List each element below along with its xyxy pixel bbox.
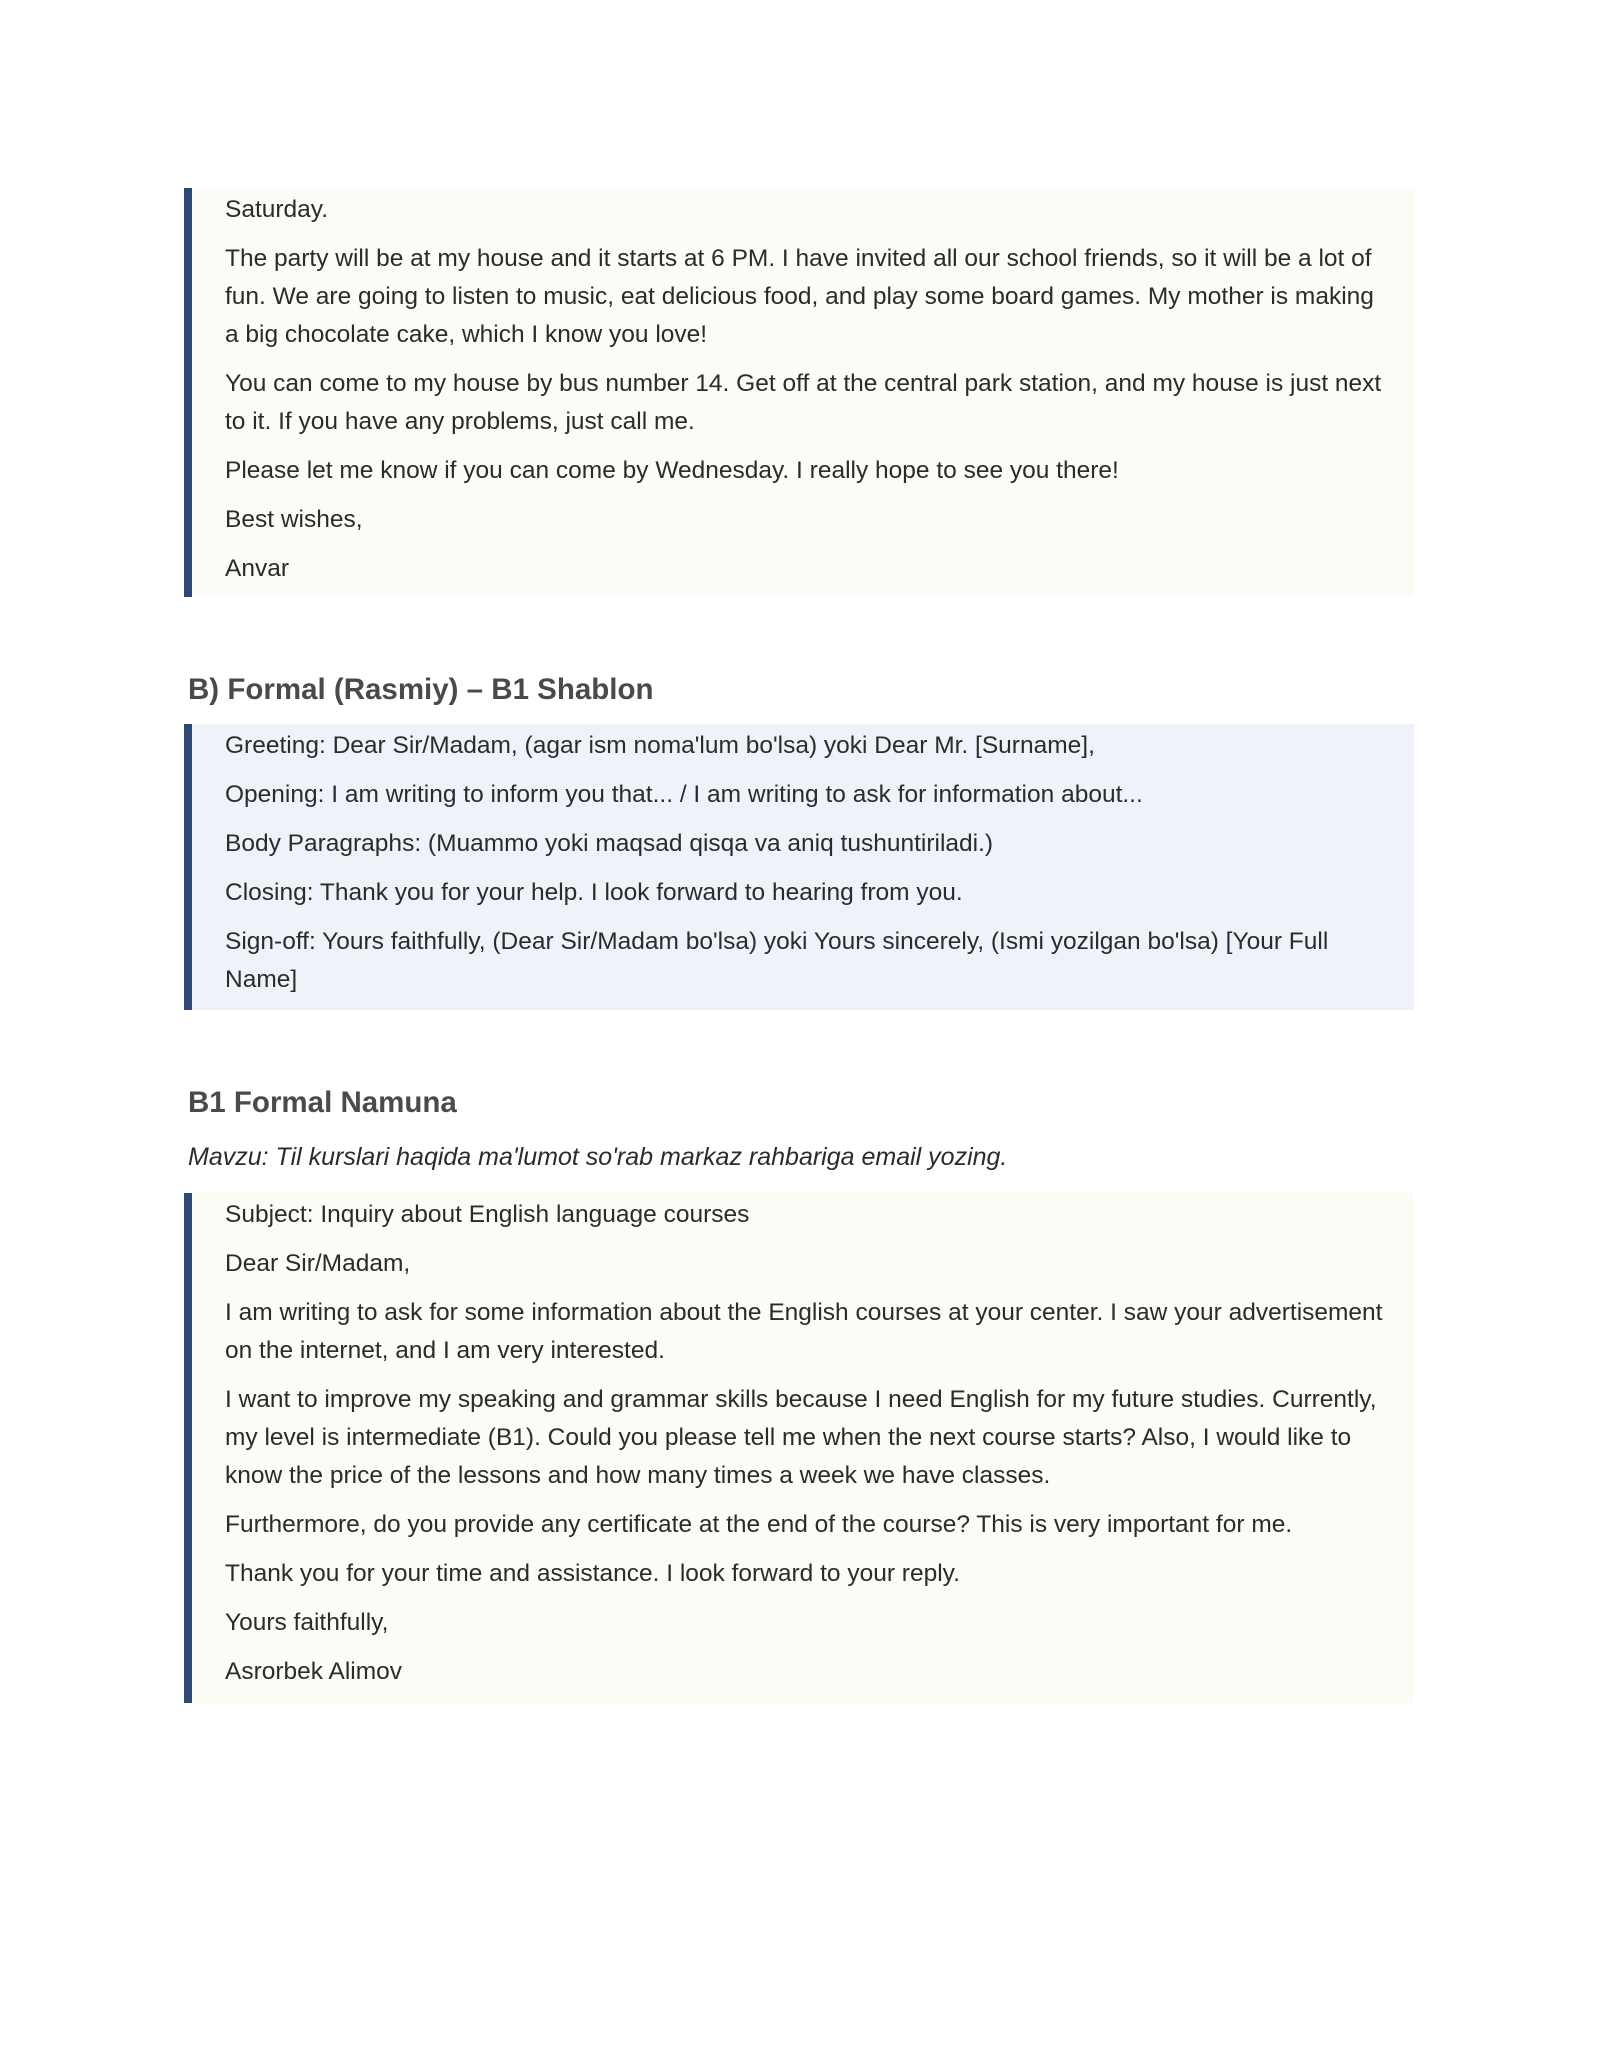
letter-paragraph: I want to improve my speaking and grammar skills because I need English for my future studies. Currently, my level is intermediate (B1). Could you please tell me when the next course starts? Also, I would like to know the price of the lessons and how many times a week we have classes. <box>225 1386 1377 1489</box>
formal-template-heading: B) Formal (Rasmiy) – B1 Shablon <box>188 673 654 706</box>
letter-greeting: Dear Sir/Madam, <box>225 1250 411 1277</box>
letter-closing: Best wishes, <box>225 506 363 533</box>
letter-paragraph: Saturday. <box>225 196 329 223</box>
formal-sample-topic: Mavzu: Til kurslari haqida ma'lumot so'rab markaz rahbariga email yozing. <box>188 1143 1008 1171</box>
formal-letter-example <box>184 1193 1414 1703</box>
formal-sample-heading: B1 Formal Namuna <box>188 1086 457 1119</box>
letter-paragraph: Thank you for your time and assistance. I look forward to your reply. <box>225 1560 960 1587</box>
letter-paragraph: The party will be at my house and it starts at 6 PM. I have invited all our school friends, so it will be a lot of fun. We are going to listen to music, eat delicious food, and play some board games. My mother is making a big chocolate cake, which I know you love! <box>225 245 1374 348</box>
template-line-greeting: Greeting: Dear Sir/Madam, (agar ism noma'lum bo'lsa) yoki Dear Mr. [Surname], <box>225 732 1095 759</box>
template-line-opening: Opening: I am writing to inform you that... / I am writing to ask for information about... <box>225 781 1143 808</box>
letter-signature: Asrorbek Alimov <box>225 1658 403 1685</box>
letter-paragraph: You can come to my house by bus number 14. Get off at the central park station, and my house is just next to it. If you have any problems, just call me. <box>225 370 1382 435</box>
template-line-body: Body Paragraphs: (Muammo yoki maqsad qisqa va aniq tushuntiriladi.) <box>225 830 994 857</box>
formal-template-box <box>184 724 1414 1010</box>
letter-closing: Yours faithfully, <box>225 1609 389 1636</box>
letter-paragraph: Please let me know if you can come by Wednesday. I really hope to see you there! <box>225 457 1119 484</box>
letter-signature: Anvar <box>225 555 290 582</box>
letter-subject: Subject: Inquiry about English language courses <box>225 1201 750 1228</box>
letter-paragraph: Furthermore, do you provide any certificate at the end of the course? This is very important for me. <box>225 1511 1293 1538</box>
template-line-signoff: Sign-off: Yours faithfully, (Dear Sir/Madam bo'lsa) yoki Yours sincerely, (Ismi yozilgan bo'lsa) [Your Full Name] <box>225 928 1329 993</box>
template-line-closing: Closing: Thank you for your help. I look forward to hearing from you. <box>225 879 963 906</box>
informal-letter-example <box>184 188 1414 597</box>
letter-paragraph: I am writing to ask for some information about the English courses at your center. I saw your advertisement on the internet, and I am very interested. <box>225 1299 1383 1364</box>
